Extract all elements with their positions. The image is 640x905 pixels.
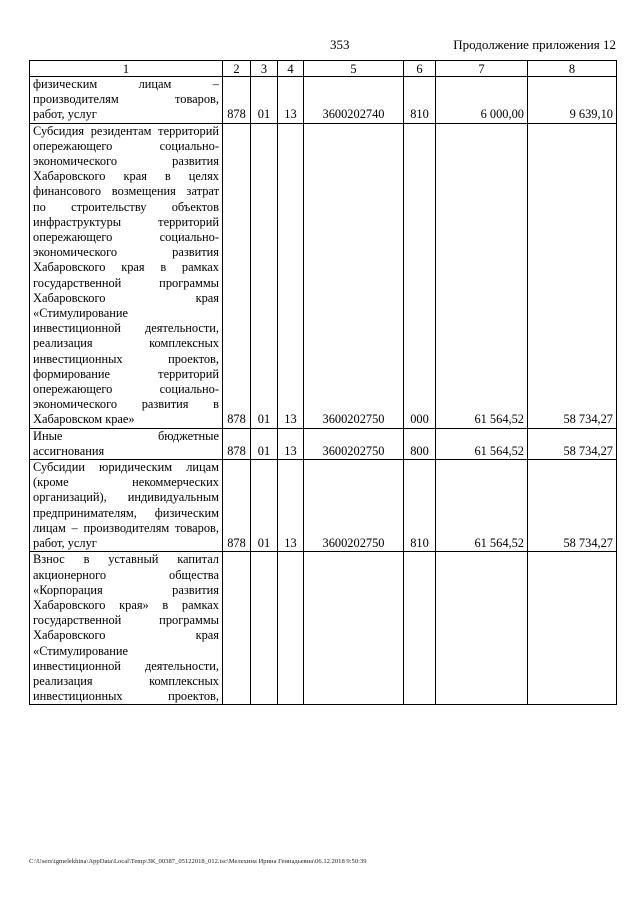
ministry-code — [223, 552, 251, 705]
amount-year-1: 61 564,52 — [436, 123, 528, 428]
amount-year-2: 9 639,10 — [528, 77, 617, 124]
target-article-code: 3600202750 — [304, 123, 404, 428]
table-body — [30, 77, 617, 705]
row-description — [30, 77, 223, 124]
description-line: акционерного общества — [33, 567, 219, 582]
description-line: «Стимулирование — [33, 643, 128, 658]
target-article-code: 3600202750 — [304, 428, 404, 459]
expense-type-code — [404, 552, 436, 705]
file-path-footer: C:\Users\igmelekhina\AppData\Local\Temp\ЗК_00387_05122018_012.tsc\Мелехина Ирина Геннадьевна\06.12.2018 9:50:39 — [29, 858, 367, 865]
column-header: 1 — [30, 61, 223, 77]
description-line: территорий опережающего — [33, 123, 219, 153]
description-line: комплексных — [149, 336, 219, 351]
expense-type-code: 810 — [404, 77, 436, 124]
ministry-code: 878 — [223, 428, 251, 459]
table-row — [30, 552, 617, 705]
target-article-code: 3600202740 — [304, 77, 404, 124]
column-header: 8 — [528, 61, 617, 77]
description-line: инвестиционных проектов, — [33, 689, 219, 704]
description-last-line: работ, услуг — [33, 107, 97, 122]
section-code: 01 — [251, 460, 278, 552]
description-line: опережающего социально- — [33, 230, 219, 245]
subsection-code: 13 — [278, 77, 304, 124]
subsection-code: 13 — [278, 428, 304, 459]
description-line: деятельности, реализация — [33, 658, 219, 688]
amount-year-2: 58 734,27 — [528, 460, 617, 552]
ministry-code: 878 — [223, 460, 251, 552]
description-line: физическим лицам – — [33, 77, 219, 91]
description-last-line: ассигнования — [33, 443, 105, 458]
amount-year-1 — [436, 552, 528, 705]
description-line: строительству объектов — [71, 199, 219, 214]
description-line: Субсидии юридическим — [33, 460, 173, 475]
description-line: физическим лицам – — [33, 505, 219, 535]
description-line: лицам (кроме — [33, 460, 219, 490]
continuation-label: Продолжение приложения 12 — [453, 37, 616, 52]
description-line: «Корпорация развития — [33, 582, 219, 597]
description-line: формирование территорий — [33, 366, 219, 381]
subsection-code: 13 — [278, 123, 304, 428]
section-code: 01 — [251, 428, 278, 459]
column-header: 2 — [223, 61, 251, 77]
ministry-code: 878 — [223, 123, 251, 428]
description-line: развития Хабаровского края в — [33, 154, 219, 184]
amount-year-2 — [528, 552, 617, 705]
row-description — [30, 552, 223, 705]
description-last-line: работ, услуг — [33, 536, 97, 551]
description-line: Хабаровского края — [33, 290, 219, 305]
budget-table — [29, 60, 617, 705]
description-line: государственной программы — [33, 275, 219, 290]
amount-year-2: 58 734,27 — [528, 123, 617, 428]
row-description — [30, 460, 223, 552]
description-line: индивидуальным — [127, 490, 219, 505]
description-line: предпринимателям, — [33, 505, 137, 520]
description-line: возмещения затрат по — [33, 184, 219, 214]
section-code: 01 — [251, 77, 278, 124]
description-line: «Стимулирование — [33, 306, 128, 321]
description-line: инвестиционных проектов, — [33, 351, 219, 366]
column-header-row — [30, 61, 617, 77]
target-article-code — [304, 552, 404, 705]
column-header: 6 — [404, 61, 436, 77]
column-header: 3 — [251, 61, 278, 77]
description-line: инвестиционной — [33, 321, 121, 336]
expense-type-code: 810 — [404, 460, 436, 552]
section-code: 01 — [251, 123, 278, 428]
amount-year-1: 61 564,52 — [436, 460, 528, 552]
description-line: Хабаровского края в рамках — [33, 260, 219, 275]
column-header: 5 — [304, 61, 404, 77]
description-line: государственной программы — [33, 613, 219, 628]
description-line: инфраструктуры территорий — [33, 214, 219, 229]
expense-type-code: 000 — [404, 123, 436, 428]
description-line: инвестиционной — [33, 658, 121, 673]
ministry-code: 878 — [223, 77, 251, 124]
subsection-code: 13 — [278, 460, 304, 552]
description-line: Хабаровского края — [33, 628, 219, 643]
column-header: 4 — [278, 61, 304, 77]
page-number: 353 — [330, 37, 350, 52]
description-line: производителям товаров, — [33, 92, 219, 107]
description-line: комплексных — [149, 673, 219, 688]
subsection-code — [278, 552, 304, 705]
section-code — [251, 552, 278, 705]
table-row — [30, 460, 617, 552]
description-line: социально-экономического — [33, 138, 219, 169]
description-line: Субсидия резидентам — [33, 123, 152, 138]
description-last-line: Хабаровском крае» — [33, 412, 135, 427]
description-line: Иные бюджетные — [33, 428, 219, 443]
description-line: целях финансового — [33, 169, 219, 199]
description-line: организаций), — [33, 490, 107, 505]
table-row — [30, 123, 617, 428]
amount-year-1: 6 000,00 — [436, 77, 528, 124]
description-line: экономического развития — [33, 245, 219, 260]
amount-year-2: 58 734,27 — [528, 428, 617, 459]
amount-year-1: 61 564,52 — [436, 428, 528, 459]
description-line: некоммерческих — [132, 475, 219, 490]
column-header: 7 — [436, 61, 528, 77]
target-article-code: 3600202750 — [304, 460, 404, 552]
row-description — [30, 123, 223, 428]
description-line: экономического развития в — [33, 397, 219, 412]
table-row — [30, 428, 617, 459]
description-line: деятельности, реализация — [33, 321, 219, 351]
description-line: производителям товаров, — [83, 520, 219, 535]
expense-type-code: 800 — [404, 428, 436, 459]
row-description — [30, 428, 223, 459]
description-line: опережающего социально- — [33, 382, 219, 397]
description-line: Взнос в уставный капитал — [33, 552, 219, 567]
table-row — [30, 77, 617, 124]
description-line: Хабаровского края» в рамках — [33, 597, 219, 612]
